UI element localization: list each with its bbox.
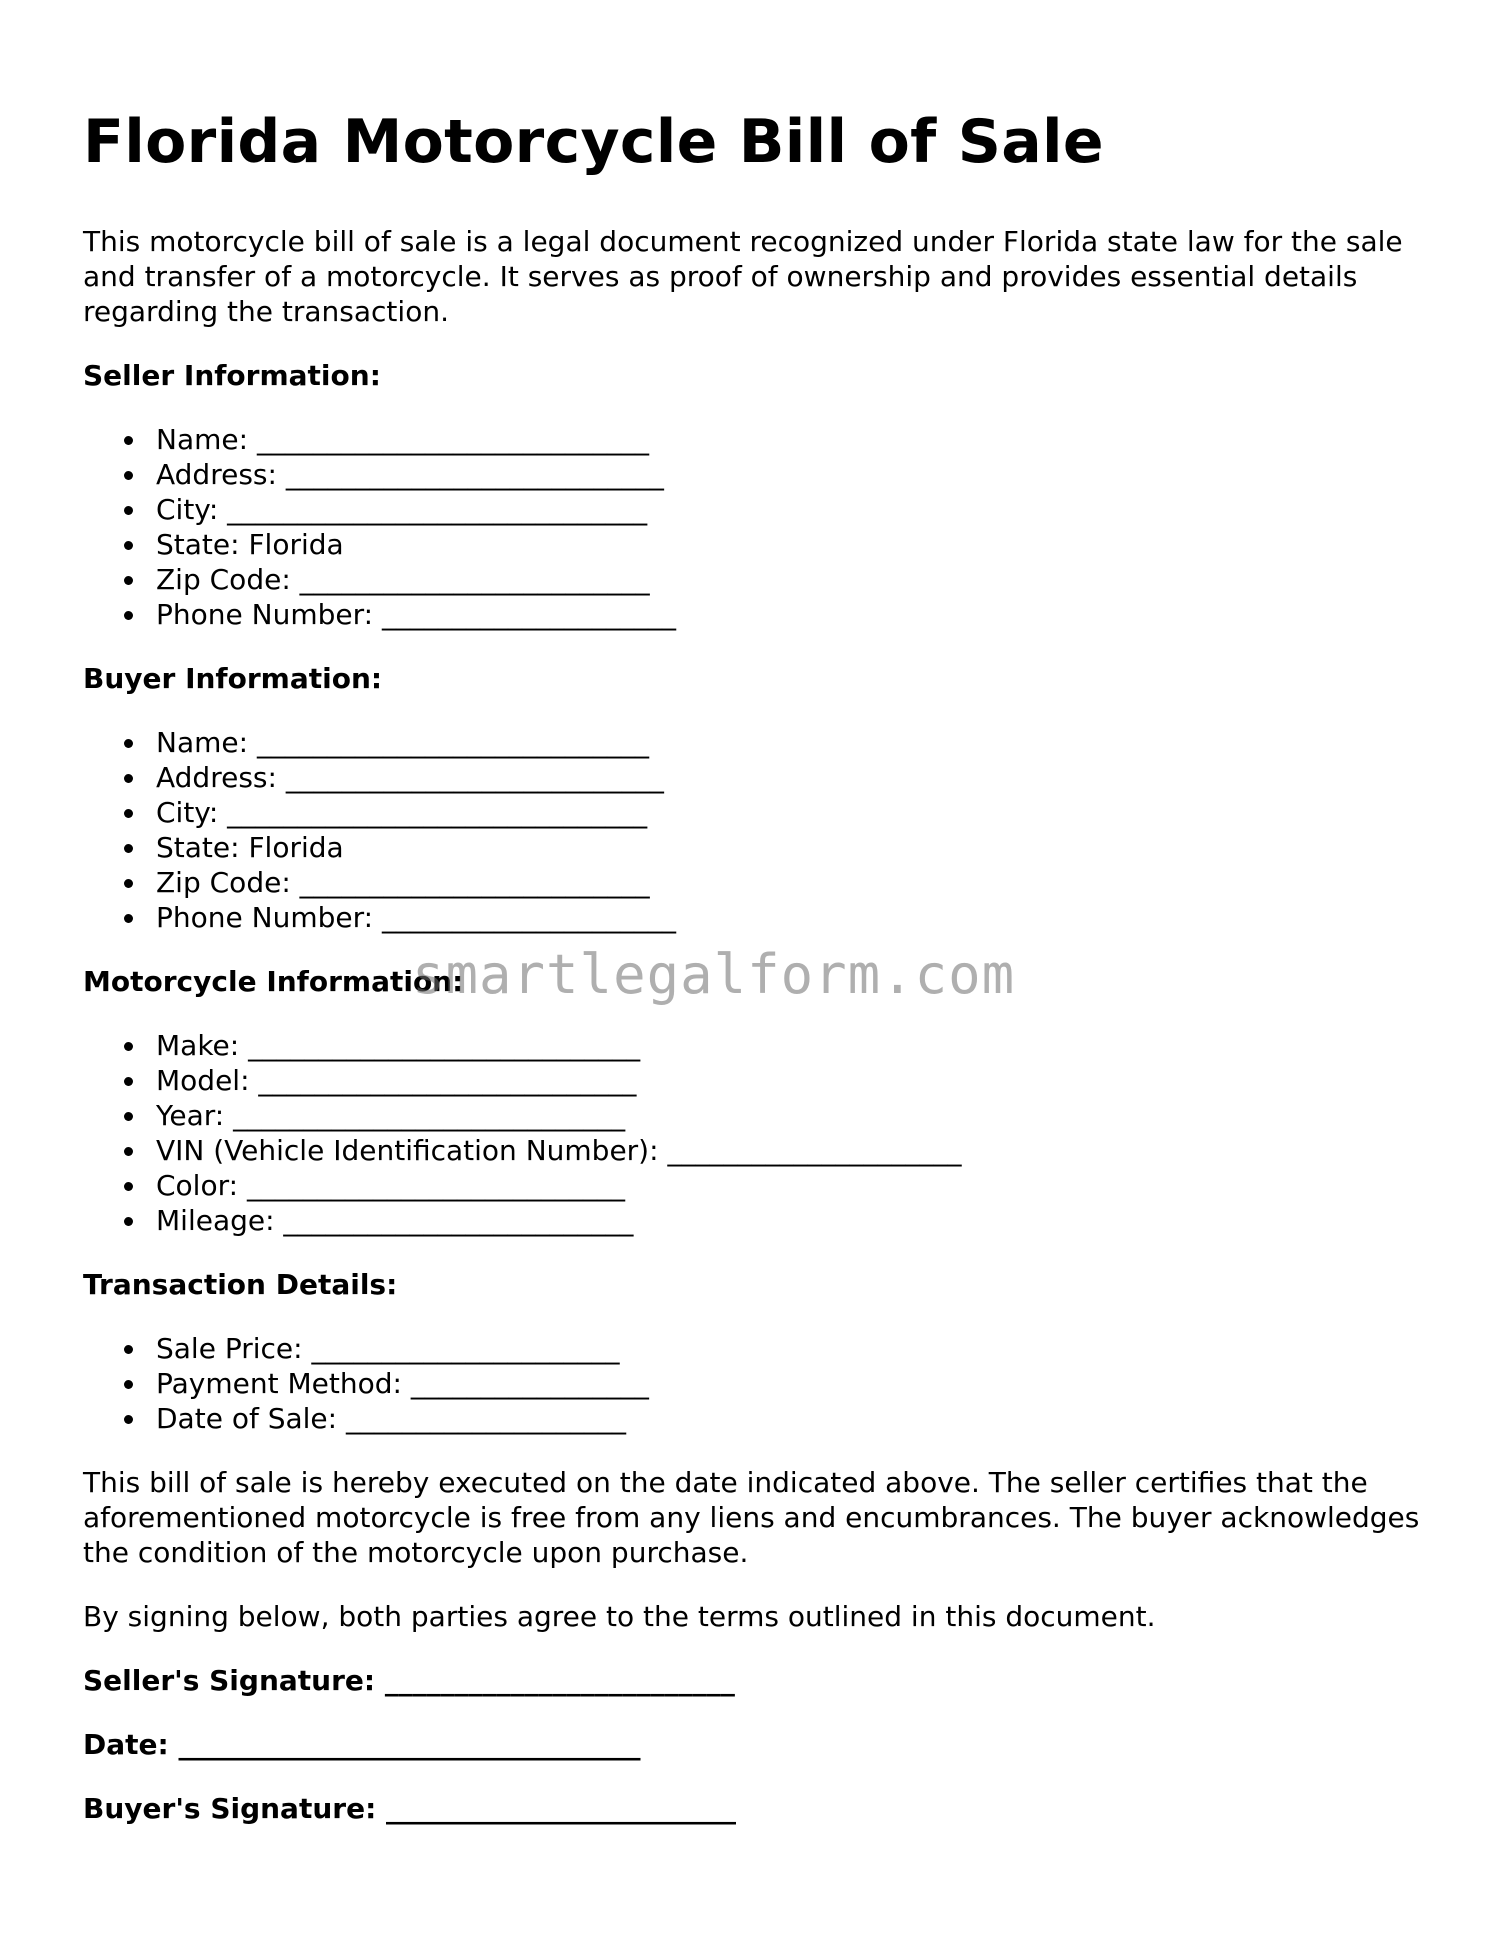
list-item-text: Year: ____________________________ (156, 1099, 626, 1132)
bullet-icon (124, 1415, 133, 1424)
list-item-text: Name: ____________________________ (156, 423, 649, 456)
buyer-address-field (83, 760, 1423, 795)
transaction-section-heading: Transaction Details: (83, 1268, 398, 1301)
sale-price-field (83, 1331, 1423, 1366)
list-item-text: Model: ___________________________ (156, 1064, 637, 1097)
payment-method-field (83, 1366, 1423, 1401)
buyer-city-field (83, 795, 1423, 830)
list-item-text: Sale Price: ______________________ (156, 1332, 620, 1365)
list-item-text: Phone Number: _____________________ (156, 598, 676, 631)
motorcycle-vin-field (83, 1133, 1423, 1168)
seller-phone-field (83, 597, 1423, 632)
list-item-text: Address: ___________________________ (156, 761, 664, 794)
bullet-icon (124, 879, 133, 888)
watermark: smartlegalform.com (412, 943, 1016, 1006)
list-item-text: State: Florida (156, 831, 344, 864)
list-item-text: Payment Method: _________________ (156, 1367, 649, 1400)
list-item-text: Phone Number: _____________________ (156, 901, 676, 934)
motorcycle-section-heading: Motorcycle Information: (83, 965, 464, 998)
motorcycle-info-list (83, 1028, 1423, 1238)
buyer-zip-field (83, 865, 1423, 900)
buyer-name-field (83, 725, 1423, 760)
list-item-text: City: ______________________________ (156, 796, 648, 829)
execution-paragraph: This bill of sale is hereby executed on the date indicated above. The seller certifies that the aforementioned motorcycle is free from any liens and encumbrances. The buyer acknowledges the condition of the motorcycle upon purchase. (83, 1466, 1420, 1569)
bullet-icon (124, 739, 133, 748)
document-title: Florida Motorcycle Bill of Sale (83, 107, 1104, 177)
list-item-text: State: Florida (156, 528, 344, 561)
bullet-icon (124, 914, 133, 923)
list-item-text: Date of Sale: ____________________ (156, 1402, 626, 1435)
buyer-signature-line: Buyer's Signature: _________________________ (83, 1792, 737, 1825)
buyer-phone-field (83, 900, 1423, 935)
list-item-text: VIN (Vehicle Identification Number): _____________________ (156, 1134, 962, 1167)
bullet-icon (124, 1042, 133, 1051)
bullet-icon (124, 506, 133, 515)
seller-info-list (83, 422, 1423, 632)
bullet-icon (124, 1182, 133, 1191)
bullet-icon (124, 611, 133, 620)
buyer-info-list (83, 725, 1423, 935)
bullet-icon (124, 844, 133, 853)
seller-section-heading: Seller Information: (83, 359, 381, 392)
seller-city-field (83, 492, 1423, 527)
bullet-icon (124, 1345, 133, 1354)
intro-paragraph: This motorcycle bill of sale is a legal document recognized under Florida state law for the sale and transfer of a motorcycle. It serves as proof of ownership and provides essential details regarding the transaction. (83, 225, 1403, 328)
bullet-icon (124, 1112, 133, 1121)
bullet-icon (124, 1380, 133, 1389)
list-item-text: Zip Code: _________________________ (156, 563, 650, 596)
motorcycle-mileage-field (83, 1203, 1423, 1238)
bullet-icon (124, 436, 133, 445)
bullet-icon (124, 576, 133, 585)
bullet-icon (124, 774, 133, 783)
buyer-state-field (83, 830, 1423, 865)
seller-address-field (83, 457, 1423, 492)
bullet-icon (124, 1147, 133, 1156)
date-of-sale-field (83, 1401, 1423, 1436)
signature-date-line: Date: _________________________________ (83, 1728, 641, 1761)
seller-signature-line: Seller's Signature: _________________________ (83, 1664, 735, 1697)
bullet-icon (124, 809, 133, 818)
list-item-text: Address: ___________________________ (156, 458, 664, 491)
seller-state-field (83, 527, 1423, 562)
motorcycle-color-field (83, 1168, 1423, 1203)
bullet-icon (124, 1077, 133, 1086)
list-item-text: Zip Code: _________________________ (156, 866, 650, 899)
bullet-icon (124, 471, 133, 480)
agreement-paragraph: By signing below, both parties agree to the terms outlined in this document. (83, 1600, 1156, 1633)
motorcycle-make-field (83, 1028, 1423, 1063)
list-item-text: City: ______________________________ (156, 493, 648, 526)
list-item-text: Mileage: _________________________ (156, 1204, 634, 1237)
list-item-text: Color: ___________________________ (156, 1169, 625, 1202)
buyer-section-heading: Buyer Information: (83, 662, 383, 695)
transaction-info-list (83, 1331, 1423, 1436)
bullet-icon (124, 541, 133, 550)
motorcycle-year-field (83, 1098, 1423, 1133)
motorcycle-model-field (83, 1063, 1423, 1098)
bullet-icon (124, 1217, 133, 1226)
seller-name-field (83, 422, 1423, 457)
list-item-text: Make: ____________________________ (156, 1029, 641, 1062)
list-item-text: Name: ____________________________ (156, 726, 649, 759)
seller-zip-field (83, 562, 1423, 597)
